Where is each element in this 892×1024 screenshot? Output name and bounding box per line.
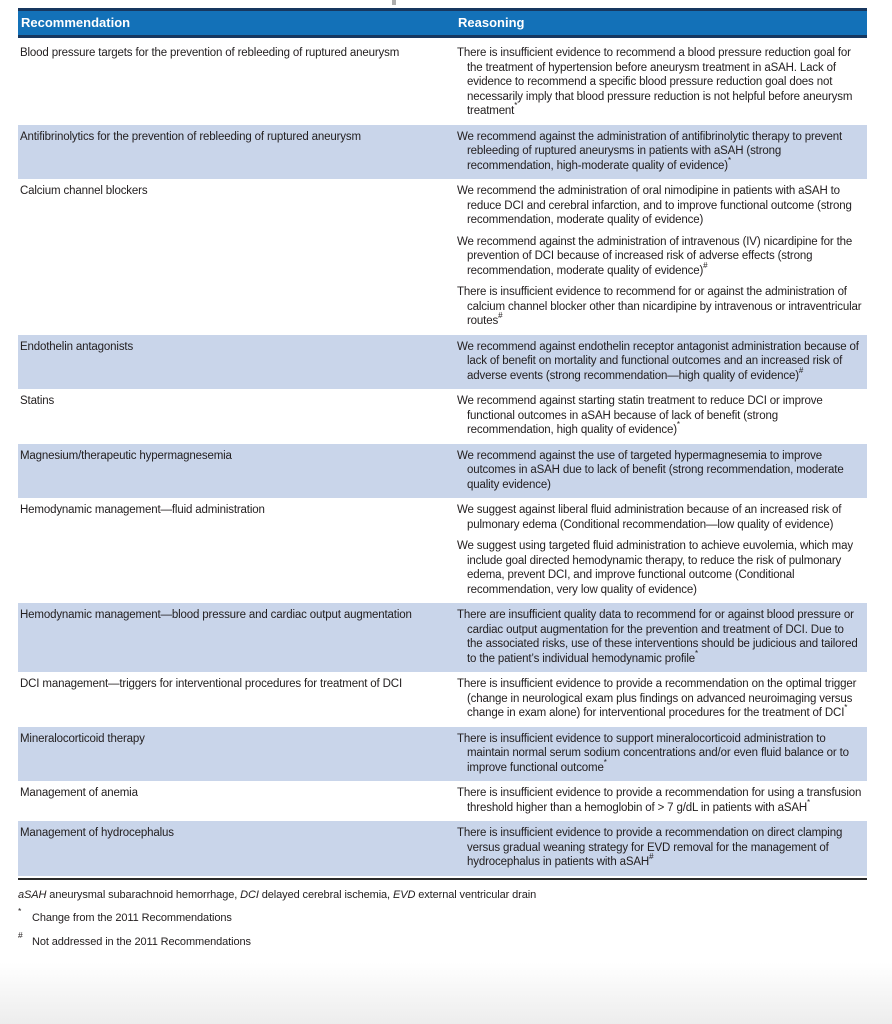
reasoning-paragraph: We recommend against the use of targeted hypermagnesemia to improve outcomes in aSAH due to lack of benefit (strong recommendation, moderate quality evidence) xyxy=(457,449,844,491)
table-row xyxy=(18,498,867,603)
reasoning-cell xyxy=(455,677,867,721)
table-row xyxy=(18,389,867,444)
footnote-text: Not addressed in the 2011 Recommendations xyxy=(32,935,251,948)
footnote-marker: # xyxy=(498,311,503,321)
recommendation-cell: Blood pressure targets for the prevention of rebleeding of ruptured aneurysm xyxy=(20,47,400,59)
table-body xyxy=(18,38,867,876)
reasoning-cell xyxy=(455,340,867,384)
footnote-marker: # xyxy=(703,260,708,270)
reasoning-paragraph: There is insufficient evidence to recommend a blood pressure reduction goal for the treatment of hypertension before aneurysm treatment in aSAH. Lack of evidence to recommend a specific blood pressure reduction goal does not necessarily imply that blood pressure reduction is not helpful before aneurysm treatment* xyxy=(457,47,853,117)
footnote-marker: * xyxy=(727,155,731,165)
footnote-marker: * xyxy=(676,420,680,430)
table-row xyxy=(18,41,867,125)
table-row xyxy=(18,603,867,672)
footnote-text: Change from the 2011 Recommendations xyxy=(32,911,232,924)
recommendation-cell: Antifibrinolytics for the prevention of rebleeding of ruptured aneurysm xyxy=(20,130,361,143)
reasoning-paragraph: We suggest against liberal fluid administration because of an increased risk of pulmonary edema (Conditional recommendation—low quality of evidence) xyxy=(457,504,842,531)
footnote: #Not addressed in the 2011 Recommendations xyxy=(18,929,251,948)
reasoning-paragraph: We recommend against endothelin receptor antagonist administration because of lack of benefit on mortality and functional outcomes and an increased risk of adverse events (strong recommendation—high quality of evidence)# xyxy=(457,340,859,382)
reasoning-paragraph: We recommend against starting statin treatment to reduce DCI or improve functional outcomes in aSAH because of lack of benefit (strong recommendation, high quality of evidence)* xyxy=(457,395,823,436)
recommendation-cell: Hemodynamic management—blood pressure and cardiac output augmentation xyxy=(20,609,412,621)
reasoning-cell xyxy=(455,786,867,815)
reasoning-cell xyxy=(455,130,867,174)
footnote-marker: * xyxy=(844,703,848,713)
table-row xyxy=(18,781,867,821)
reasoning-paragraph: There is insufficient evidence to provide a recommendation for using a transfusion threshold higher than a hemoglobin of > 7 g/dL in patients with aSAH* xyxy=(457,787,862,814)
reasoning-cell xyxy=(455,732,867,776)
column-header-recommendation: Recommendation xyxy=(21,15,131,30)
scan-artifact xyxy=(392,0,396,5)
recommendation-cell: Mineralocorticoid therapy xyxy=(20,732,145,745)
recommendation-cell: Management of hydrocephalus xyxy=(20,827,174,839)
footnote-list xyxy=(18,905,867,949)
reasoning-paragraph: We recommend the administration of oral nimodipine in patients with aSAH to reduce DCI and cerebral infarction, and to improve functional outcome (strong recommendation, moderate quality of evidence) xyxy=(457,185,852,226)
footnote: *Change from the 2011 Recommendations xyxy=(18,905,232,924)
abbreviations-line: aSAH aneurysmal subarachnoid hemorrhage, DCI delayed cerebral ischemia, EVD external ventricular drain xyxy=(18,888,537,901)
recommendation-cell: DCI management—triggers for interventional procedures for treatment of DCI xyxy=(20,678,402,690)
recommendations-table xyxy=(18,8,867,876)
table-row xyxy=(18,672,867,727)
reasoning-paragraph: We recommend against the administration of intravenous (IV) nicardipine for the prevention of DCI because of increased risk of adverse effects (strong recommendation, moderate quality of evidence)# xyxy=(457,235,853,277)
reasoning-cell xyxy=(455,449,867,493)
recommendation-cell: Endothelin antagonists xyxy=(20,340,134,353)
footnote-marker: * xyxy=(695,648,698,658)
recommendation-cell: Management of anemia xyxy=(20,787,138,799)
footnote-marker: * xyxy=(807,797,811,807)
reasoning-paragraph: We recommend against the administration of antifibrinolytic therapy to prevent rebleeding of ruptured aneurysms in patients with aSAH (strong recommendation, high-moderate quality of evidence)* xyxy=(457,130,843,172)
recommendation-cell: Statins xyxy=(20,395,55,407)
table-row xyxy=(18,444,867,499)
footnotes xyxy=(18,880,867,949)
reasoning-cell xyxy=(455,46,867,119)
reasoning-paragraph: There is insufficient evidence to recommend for or against the administration of calcium channel blocker other than nicardipine by intravenous or intraventricular routes# xyxy=(457,286,862,327)
footnote-marker: * xyxy=(603,757,607,767)
recommendation-cell: Calcium channel blockers xyxy=(20,185,148,197)
reasoning-paragraph: There is insufficient evidence to provide a recommendation on direct clamping versus gradual weaning strategy for EVD removal for the management of hydrocephalus in patients with aSAH# xyxy=(457,827,843,868)
table-row xyxy=(18,335,867,390)
footnote-marker: # xyxy=(649,852,654,862)
reasoning-cell xyxy=(455,394,867,438)
reasoning-paragraph: There is insufficient evidence to support mineralocorticoid administration to maintain normal serum sodium concentrations and/or even fluid balance or to improve functional outcome* xyxy=(457,732,849,774)
reasoning-cell xyxy=(455,826,867,870)
recommendation-cell: Hemodynamic management—fluid administration xyxy=(20,504,265,516)
reasoning-cell xyxy=(455,184,867,329)
recommendation-cell: Magnesium/therapeutic hypermagnesemia xyxy=(20,449,232,462)
table-header-row xyxy=(18,8,867,38)
column-header-reasoning: Reasoning xyxy=(458,15,525,30)
reasoning-paragraph: We suggest using targeted fluid administration to achieve euvolemia, which may include goal directed hemodynamic therapy, to reduce the risk of pulmonary edema, prevent DCI, and improve functional outcome (Conditional recommendation, very low quality of evidence) xyxy=(457,540,853,596)
reasoning-cell xyxy=(455,503,867,597)
table-row xyxy=(18,821,867,876)
footnote-marker: * xyxy=(514,101,518,111)
table-row xyxy=(18,727,867,782)
reasoning-paragraph: There are insufficient quality data to recommend for or against blood pressure or cardiac output augmentation for the prevention and treatment of DCI. Due to the associated risks, use of these interventions should be judicious and tailored to the patient’s individual hemodynamic profile* xyxy=(457,609,858,665)
reasoning-paragraph: There is insufficient evidence to provide a recommendation on the optimal trigger (change in neurological exam plus findings on advanced neuroimaging versus change in exam alone) for interventional procedures for the treatment of DCI* xyxy=(457,678,857,719)
table-row xyxy=(18,179,867,335)
table-row xyxy=(18,125,867,180)
reasoning-cell xyxy=(455,608,867,666)
footnote-marker: # xyxy=(798,365,804,375)
